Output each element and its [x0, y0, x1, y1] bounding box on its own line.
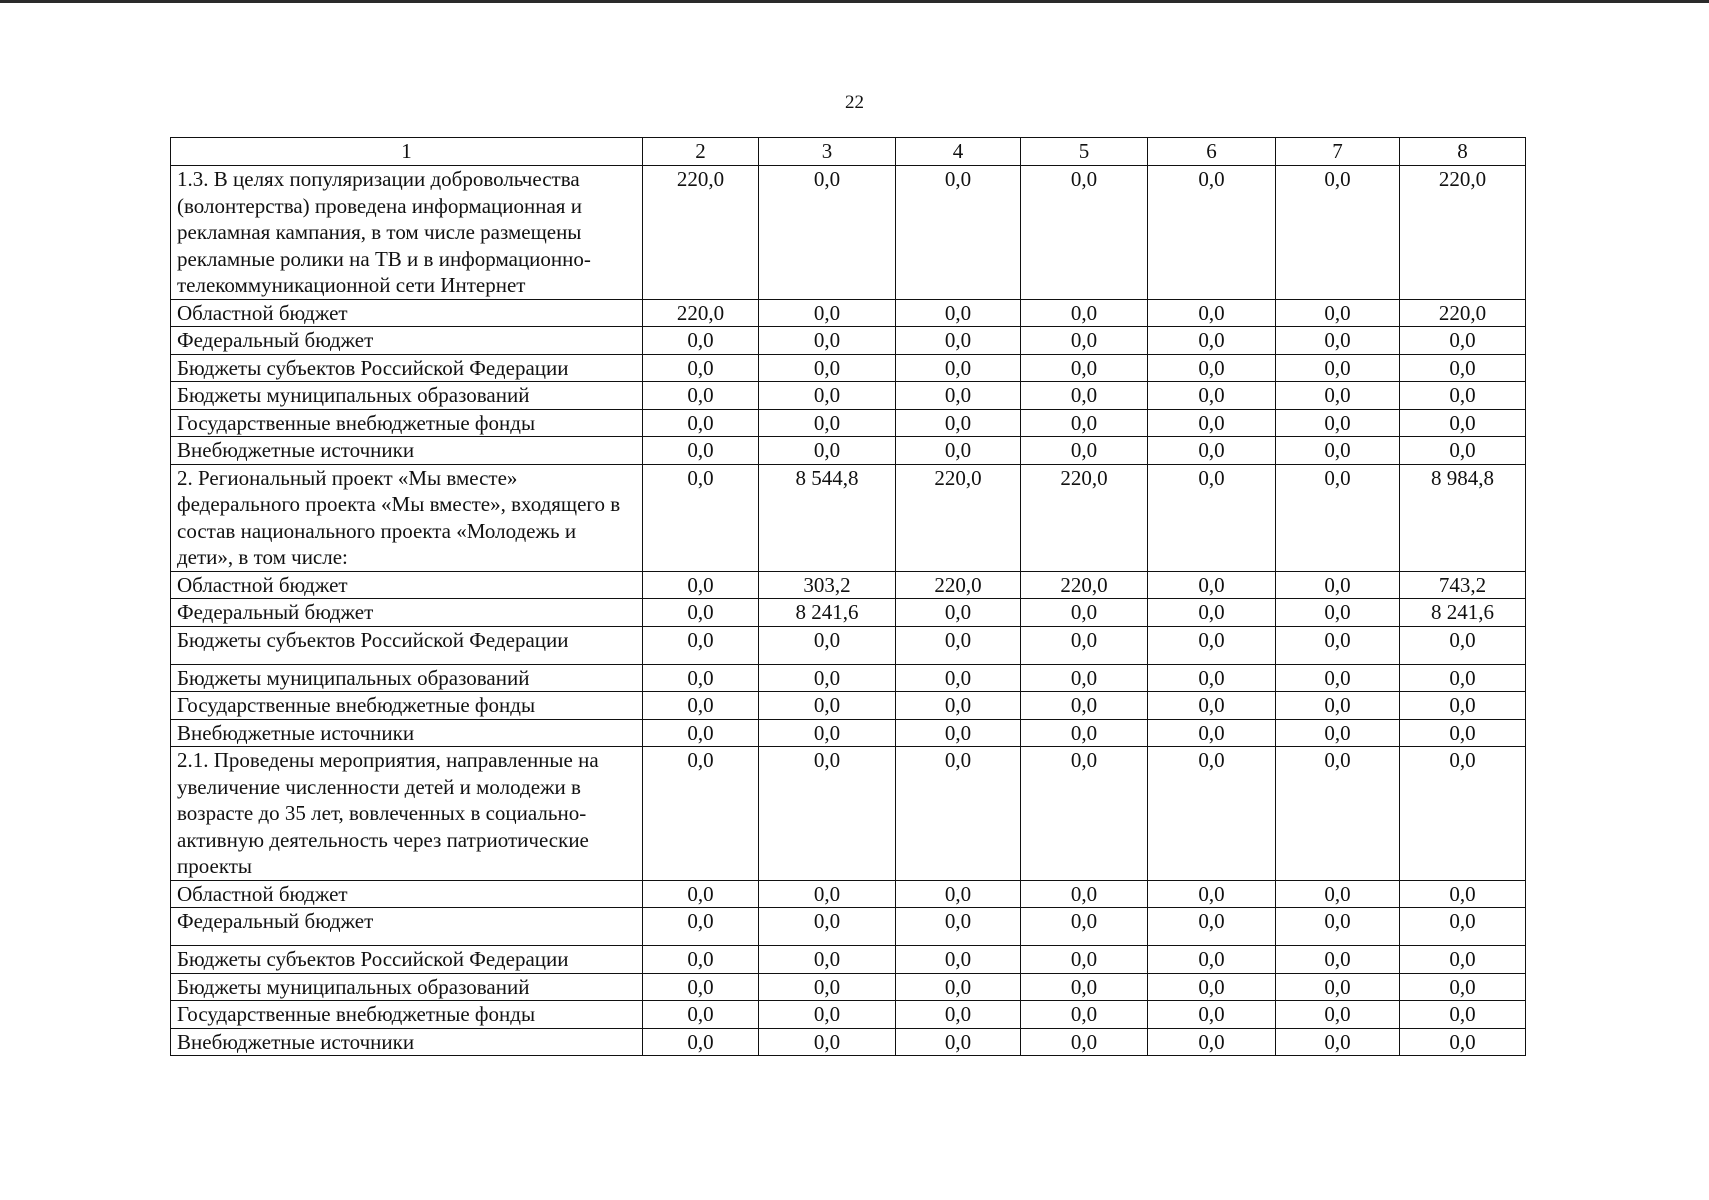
row-value-col-5: 0,0 [1021, 946, 1148, 974]
row-value-col-5: 0,0 [1021, 880, 1148, 908]
row-value-col-8: 8 241,6 [1400, 599, 1526, 627]
column-number: 5 [1021, 138, 1148, 166]
column-number: 4 [896, 138, 1021, 166]
table-row [171, 664, 1526, 692]
row-value-col-4: 0,0 [896, 1028, 1021, 1056]
budget-table-body [171, 138, 1526, 1056]
row-value-col-7: 0,0 [1276, 409, 1400, 437]
page-number: 22 [845, 92, 864, 113]
row-value-col-2: 0,0 [643, 409, 759, 437]
row-value-col-8: 0,0 [1400, 747, 1526, 881]
row-value-col-4: 0,0 [896, 908, 1021, 946]
row-value-col-5: 0,0 [1021, 409, 1148, 437]
row-value-col-6: 0,0 [1148, 166, 1276, 300]
row-value-col-4: 0,0 [896, 299, 1021, 327]
row-value-col-2: 0,0 [643, 571, 759, 599]
table-row [171, 692, 1526, 720]
row-label: Бюджеты субъектов Российской Федерации [171, 354, 643, 382]
column-number-row [171, 138, 1526, 166]
row-value-col-3: 0,0 [759, 946, 896, 974]
row-label: Областной бюджет [171, 571, 643, 599]
row-label: Федеральный бюджет [171, 908, 643, 946]
column-number: 3 [759, 138, 896, 166]
row-label: Государственные внебюджетные фонды [171, 692, 643, 720]
row-label: Государственные внебюджетные фонды [171, 1001, 643, 1029]
row-label: Бюджеты муниципальных образований [171, 664, 643, 692]
row-value-col-3: 8 544,8 [759, 464, 896, 571]
row-label: 2. Региональный проект «Мы вместе» федерального проекта «Мы вместе», входящего в состав национального проекта «Молодежь и дети», в том числе: [171, 464, 643, 571]
row-value-col-4: 0,0 [896, 880, 1021, 908]
row-value-col-3: 0,0 [759, 437, 896, 465]
row-value-col-2: 0,0 [643, 908, 759, 946]
row-value-col-2: 0,0 [643, 664, 759, 692]
budget-table [170, 137, 1526, 1056]
row-value-col-3: 0,0 [759, 719, 896, 747]
table-row [171, 437, 1526, 465]
column-number: 2 [643, 138, 759, 166]
row-value-col-5: 0,0 [1021, 382, 1148, 410]
row-value-col-8: 0,0 [1400, 327, 1526, 355]
row-value-col-4: 0,0 [896, 409, 1021, 437]
row-value-col-2: 0,0 [643, 382, 759, 410]
column-number: 1 [171, 138, 643, 166]
row-value-col-6: 0,0 [1148, 664, 1276, 692]
row-value-col-5: 0,0 [1021, 747, 1148, 881]
row-value-col-8: 0,0 [1400, 1001, 1526, 1029]
row-value-col-5: 0,0 [1021, 1001, 1148, 1029]
row-value-col-7: 0,0 [1276, 437, 1400, 465]
row-label: Внебюджетные источники [171, 719, 643, 747]
row-label: Областной бюджет [171, 880, 643, 908]
table-row [171, 409, 1526, 437]
column-number: 6 [1148, 138, 1276, 166]
scan-top-edge [0, 0, 1709, 3]
row-value-col-7: 0,0 [1276, 464, 1400, 571]
table-row [171, 973, 1526, 1001]
row-value-col-8: 0,0 [1400, 382, 1526, 410]
row-value-col-8: 0,0 [1400, 437, 1526, 465]
row-value-col-6: 0,0 [1148, 692, 1276, 720]
row-label: Внебюджетные источники [171, 437, 643, 465]
row-label: Бюджеты субъектов Российской Федерации [171, 946, 643, 974]
row-label: Федеральный бюджет [171, 599, 643, 627]
row-value-col-5: 0,0 [1021, 719, 1148, 747]
row-value-col-7: 0,0 [1276, 719, 1400, 747]
row-value-col-8: 0,0 [1400, 719, 1526, 747]
row-label: Государственные внебюджетные фонды [171, 409, 643, 437]
row-value-col-3: 0,0 [759, 626, 896, 664]
row-value-col-2: 0,0 [643, 1028, 759, 1056]
row-value-col-3: 0,0 [759, 747, 896, 881]
row-value-col-5: 0,0 [1021, 327, 1148, 355]
table-row [171, 299, 1526, 327]
row-value-col-5: 0,0 [1021, 1028, 1148, 1056]
row-value-col-4: 220,0 [896, 464, 1021, 571]
row-value-col-8: 743,2 [1400, 571, 1526, 599]
row-value-col-4: 0,0 [896, 166, 1021, 300]
table-row [171, 382, 1526, 410]
row-value-col-7: 0,0 [1276, 664, 1400, 692]
row-value-col-6: 0,0 [1148, 299, 1276, 327]
row-value-col-6: 0,0 [1148, 973, 1276, 1001]
row-value-col-7: 0,0 [1276, 946, 1400, 974]
row-value-col-3: 0,0 [759, 1001, 896, 1029]
table-row [171, 880, 1526, 908]
row-value-col-4: 0,0 [896, 327, 1021, 355]
row-value-col-8: 0,0 [1400, 973, 1526, 1001]
row-value-col-5: 0,0 [1021, 973, 1148, 1001]
table-row [171, 946, 1526, 974]
row-value-col-7: 0,0 [1276, 166, 1400, 300]
row-value-col-8: 220,0 [1400, 299, 1526, 327]
row-value-col-4: 0,0 [896, 747, 1021, 881]
row-value-col-5: 0,0 [1021, 626, 1148, 664]
row-value-col-7: 0,0 [1276, 1028, 1400, 1056]
row-value-col-6: 0,0 [1148, 437, 1276, 465]
row-value-col-6: 0,0 [1148, 382, 1276, 410]
row-label: Бюджеты субъектов Российской Федерации [171, 626, 643, 664]
row-value-col-7: 0,0 [1276, 908, 1400, 946]
row-label: Бюджеты муниципальных образований [171, 973, 643, 1001]
row-value-col-4: 0,0 [896, 382, 1021, 410]
row-value-col-2: 0,0 [643, 946, 759, 974]
row-label: Федеральный бюджет [171, 327, 643, 355]
row-value-col-3: 0,0 [759, 880, 896, 908]
row-label: 2.1. Проведены мероприятия, направленные на увеличение численности детей и молодежи в возрасте до 35 лет, вовлеченных в социально-активную деятельность через патриотические проекты [171, 747, 643, 881]
row-value-col-6: 0,0 [1148, 409, 1276, 437]
row-value-col-4: 0,0 [896, 626, 1021, 664]
row-value-col-4: 0,0 [896, 692, 1021, 720]
row-value-col-2: 0,0 [643, 973, 759, 1001]
row-label: Областной бюджет [171, 299, 643, 327]
row-value-col-3: 0,0 [759, 354, 896, 382]
column-number: 7 [1276, 138, 1400, 166]
row-value-col-4: 0,0 [896, 599, 1021, 627]
row-value-col-6: 0,0 [1148, 1001, 1276, 1029]
row-value-col-4: 0,0 [896, 664, 1021, 692]
row-value-col-3: 0,0 [759, 664, 896, 692]
row-value-col-2: 220,0 [643, 166, 759, 300]
table-row [171, 626, 1526, 664]
row-value-col-8: 0,0 [1400, 908, 1526, 946]
row-value-col-6: 0,0 [1148, 1028, 1276, 1056]
row-value-col-2: 0,0 [643, 880, 759, 908]
row-value-col-2: 0,0 [643, 719, 759, 747]
row-value-col-6: 0,0 [1148, 719, 1276, 747]
row-value-col-2: 220,0 [643, 299, 759, 327]
row-value-col-7: 0,0 [1276, 382, 1400, 410]
row-value-col-5: 0,0 [1021, 908, 1148, 946]
row-value-col-7: 0,0 [1276, 626, 1400, 664]
row-value-col-6: 0,0 [1148, 354, 1276, 382]
row-value-col-3: 0,0 [759, 382, 896, 410]
row-value-col-6: 0,0 [1148, 464, 1276, 571]
table-row [171, 1028, 1526, 1056]
row-value-col-2: 0,0 [643, 747, 759, 881]
table-row [171, 464, 1526, 571]
row-value-col-4: 0,0 [896, 946, 1021, 974]
row-value-col-6: 0,0 [1148, 946, 1276, 974]
table-row [171, 354, 1526, 382]
row-value-col-8: 0,0 [1400, 880, 1526, 908]
row-value-col-8: 8 984,8 [1400, 464, 1526, 571]
table-row [171, 571, 1526, 599]
row-label: 1.3. В целях популяризации добровольчества (волонтерства) проведена информационная и рекламная кампания, в том числе размещены рекламные ролики на ТВ и в информационно-телекоммуникационной сети Интернет [171, 166, 643, 300]
table-row [171, 719, 1526, 747]
row-value-col-5: 220,0 [1021, 571, 1148, 599]
row-value-col-3: 0,0 [759, 166, 896, 300]
row-value-col-6: 0,0 [1148, 880, 1276, 908]
row-value-col-2: 0,0 [643, 327, 759, 355]
row-value-col-7: 0,0 [1276, 747, 1400, 881]
row-value-col-4: 0,0 [896, 1001, 1021, 1029]
row-value-col-4: 0,0 [896, 719, 1021, 747]
row-value-col-3: 0,0 [759, 299, 896, 327]
row-label: Внебюджетные источники [171, 1028, 643, 1056]
row-value-col-6: 0,0 [1148, 327, 1276, 355]
row-value-col-6: 0,0 [1148, 626, 1276, 664]
row-value-col-8: 0,0 [1400, 626, 1526, 664]
row-value-col-3: 0,0 [759, 409, 896, 437]
row-value-col-5: 220,0 [1021, 464, 1148, 571]
row-value-col-7: 0,0 [1276, 327, 1400, 355]
row-value-col-7: 0,0 [1276, 1001, 1400, 1029]
row-value-col-7: 0,0 [1276, 692, 1400, 720]
table-row [171, 166, 1526, 300]
row-value-col-3: 0,0 [759, 908, 896, 946]
row-value-col-3: 0,0 [759, 327, 896, 355]
row-value-col-4: 0,0 [896, 437, 1021, 465]
row-value-col-5: 0,0 [1021, 692, 1148, 720]
row-value-col-2: 0,0 [643, 626, 759, 664]
row-value-col-2: 0,0 [643, 437, 759, 465]
row-value-col-3: 8 241,6 [759, 599, 896, 627]
row-value-col-2: 0,0 [643, 599, 759, 627]
row-label: Бюджеты муниципальных образований [171, 382, 643, 410]
row-value-col-8: 0,0 [1400, 409, 1526, 437]
row-value-col-4: 220,0 [896, 571, 1021, 599]
row-value-col-7: 0,0 [1276, 599, 1400, 627]
row-value-col-6: 0,0 [1148, 908, 1276, 946]
row-value-col-8: 0,0 [1400, 354, 1526, 382]
row-value-col-6: 0,0 [1148, 599, 1276, 627]
row-value-col-7: 0,0 [1276, 973, 1400, 1001]
row-value-col-8: 0,0 [1400, 664, 1526, 692]
table-row [171, 1001, 1526, 1029]
table-row [171, 747, 1526, 881]
row-value-col-5: 0,0 [1021, 354, 1148, 382]
row-value-col-3: 303,2 [759, 571, 896, 599]
row-value-col-6: 0,0 [1148, 571, 1276, 599]
row-value-col-5: 0,0 [1021, 599, 1148, 627]
table-row [171, 599, 1526, 627]
row-value-col-3: 0,0 [759, 973, 896, 1001]
row-value-col-5: 0,0 [1021, 299, 1148, 327]
row-value-col-7: 0,0 [1276, 354, 1400, 382]
table-row [171, 327, 1526, 355]
row-value-col-3: 0,0 [759, 692, 896, 720]
row-value-col-7: 0,0 [1276, 299, 1400, 327]
column-number: 8 [1400, 138, 1526, 166]
row-value-col-7: 0,0 [1276, 571, 1400, 599]
row-value-col-2: 0,0 [643, 1001, 759, 1029]
row-value-col-4: 0,0 [896, 973, 1021, 1001]
row-value-col-7: 0,0 [1276, 880, 1400, 908]
row-value-col-6: 0,0 [1148, 747, 1276, 881]
row-value-col-8: 220,0 [1400, 166, 1526, 300]
row-value-col-8: 0,0 [1400, 692, 1526, 720]
row-value-col-2: 0,0 [643, 692, 759, 720]
row-value-col-2: 0,0 [643, 464, 759, 571]
row-value-col-2: 0,0 [643, 354, 759, 382]
row-value-col-5: 0,0 [1021, 166, 1148, 300]
row-value-col-5: 0,0 [1021, 437, 1148, 465]
row-value-col-3: 0,0 [759, 1028, 896, 1056]
row-value-col-8: 0,0 [1400, 946, 1526, 974]
table-row [171, 908, 1526, 946]
row-value-col-5: 0,0 [1021, 664, 1148, 692]
row-value-col-8: 0,0 [1400, 1028, 1526, 1056]
row-value-col-4: 0,0 [896, 354, 1021, 382]
